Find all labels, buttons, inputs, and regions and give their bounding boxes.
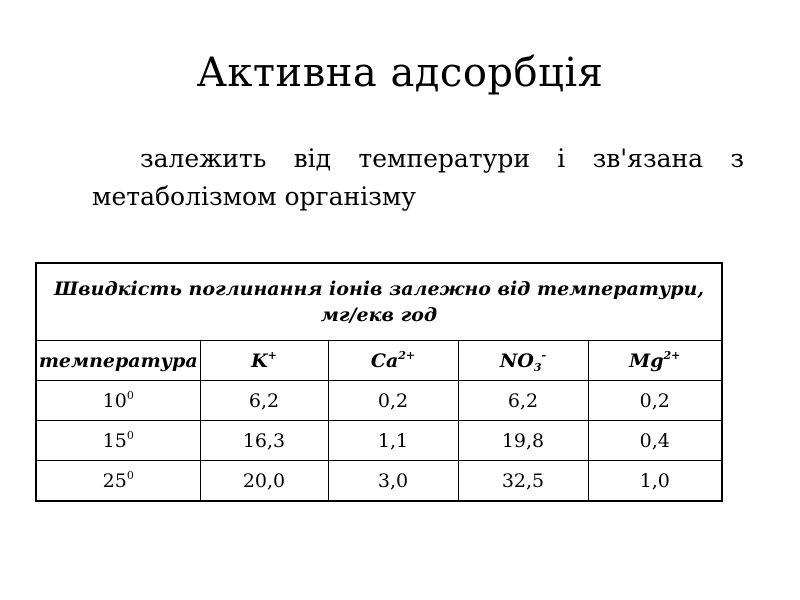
mg-charge: 2+ (663, 348, 681, 362)
column-header-ca (328, 341, 458, 381)
column-header-no3 (458, 341, 588, 381)
cell-k: 6,2 (200, 381, 328, 421)
table-row (36, 421, 722, 461)
table-caption-line-1: Швидкість поглинання іонів залежно від температури, (54, 278, 704, 300)
no3-symbol: NO (499, 349, 534, 372)
temperature-value: 15 (102, 429, 127, 452)
cell-k: 20,0 (200, 461, 328, 502)
cell-mg: 0,4 (588, 421, 722, 461)
temperature-value: 25 (102, 469, 127, 492)
degree-mark: 0 (126, 428, 134, 442)
ca-symbol: Ca (370, 349, 399, 372)
table-caption (36, 263, 722, 341)
table-row (36, 381, 722, 421)
table-header-row (36, 341, 722, 381)
cell-temperature (36, 421, 200, 461)
cell-k: 16,3 (200, 421, 328, 461)
cell-no3: 19,8 (458, 421, 588, 461)
no3-subscript: 3 (533, 360, 542, 374)
body-text-line-2: метаболізмом організму (92, 182, 416, 211)
cell-temperature (36, 461, 200, 502)
cell-mg: 0,2 (588, 381, 722, 421)
k-symbol: K (251, 349, 268, 372)
cell-mg: 1,0 (588, 461, 722, 502)
cell-ca: 1,1 (328, 421, 458, 461)
table-caption-line-2: мг/екв год (320, 304, 438, 326)
cell-ca: 0,2 (328, 381, 458, 421)
cell-no3: 6,2 (458, 381, 588, 421)
ion-absorption-table (35, 262, 723, 502)
ca-charge: 2+ (398, 348, 416, 362)
slide-title: Активна адсорбція (196, 50, 604, 96)
cell-ca: 3,0 (328, 461, 458, 502)
table-row (36, 461, 722, 502)
no3-charge: - (541, 348, 547, 362)
column-header-k (200, 341, 328, 381)
temperature-value: 10 (102, 389, 127, 412)
cell-no3: 32,5 (458, 461, 588, 502)
degree-mark: 0 (126, 468, 134, 482)
column-header-temperature: температура (36, 341, 200, 381)
k-charge: + (267, 348, 277, 362)
column-header-mg (588, 341, 722, 381)
body-text-line-1: залежить від температури і зв'язана з (140, 144, 744, 173)
degree-mark: 0 (126, 388, 134, 402)
cell-temperature (36, 381, 200, 421)
body-text (92, 140, 744, 216)
mg-symbol: Mg (629, 349, 664, 372)
